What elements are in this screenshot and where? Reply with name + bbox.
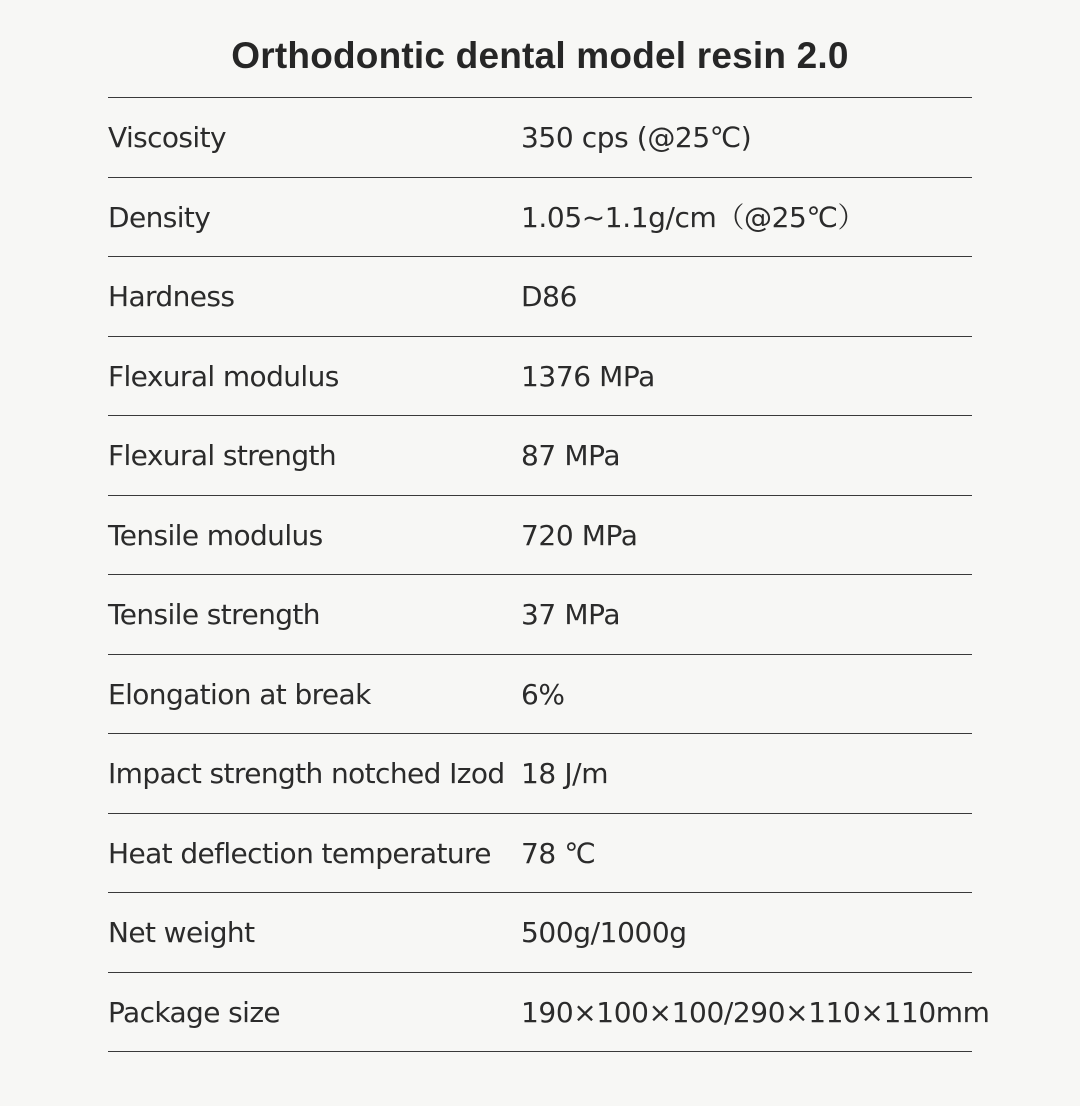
property-name: Hardness: [108, 280, 235, 313]
table-row: [108, 496, 972, 576]
table-row: [108, 893, 972, 973]
property-value: 720 MPa: [521, 518, 638, 552]
property-name: Viscosity: [108, 121, 226, 154]
property-value: 500g/1000g: [521, 916, 687, 949]
property-value: 37 MPa: [521, 598, 621, 631]
spec-table: [108, 97, 990, 1052]
property-value: 87 MPa: [521, 439, 621, 472]
property-value: 78 ℃: [521, 836, 596, 870]
table-row: [108, 416, 972, 496]
property-name: Density: [108, 200, 211, 234]
property-name: Net weight: [108, 916, 255, 949]
table-row: [108, 178, 972, 258]
table-row: [108, 973, 990, 1053]
property-value: D86: [521, 280, 577, 313]
property-name: Flexural strength: [108, 439, 337, 472]
table-row: [108, 337, 972, 417]
property-name: Elongation at break: [108, 677, 371, 711]
table-row: [108, 814, 972, 894]
property-value: 1376 MPa: [521, 359, 655, 393]
table-row: [108, 655, 972, 735]
table-row: [108, 734, 972, 814]
property-value: 1.05~1.1g/cm（@25℃）: [521, 200, 866, 234]
property-name: Tensile strength: [108, 598, 320, 631]
table-row: [108, 98, 972, 178]
property-value: 18 J/m: [521, 757, 609, 790]
property-name: Heat deflection temperature: [108, 836, 491, 870]
property-name: Impact strength notched Izod: [108, 757, 505, 790]
page-title: Orthodontic dental model resin 2.0: [231, 35, 849, 76]
property-value: 350 cps (@25℃): [521, 121, 752, 154]
property-name: Flexural modulus: [108, 359, 339, 393]
table-row: [108, 257, 972, 337]
property-value: 190×100×100/290×110×110mm: [521, 995, 990, 1029]
property-value: 6%: [521, 677, 565, 711]
property-name: Tensile modulus: [108, 518, 323, 552]
property-name: Package size: [108, 995, 281, 1029]
table-row: [108, 575, 972, 655]
